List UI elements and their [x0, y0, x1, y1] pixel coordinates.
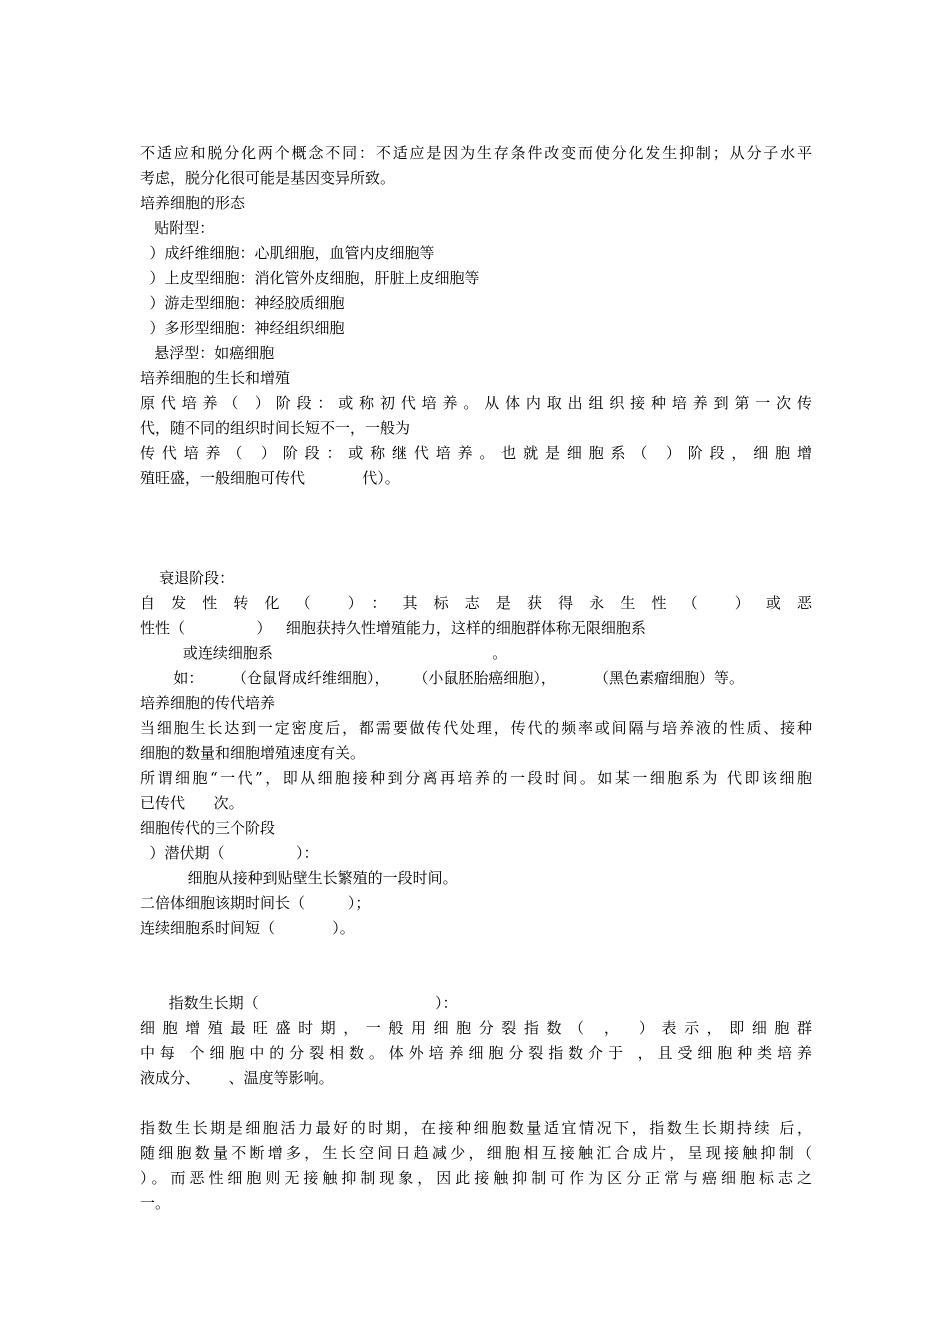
text-line: 如： （仓鼠肾成纤维细胞）， （小鼠胚胎癌细胞）， （黑色素瘤细胞）等。	[140, 669, 744, 687]
text-line: 一。	[140, 1194, 171, 1212]
section-heading: 细胞传代的三个阶段	[140, 819, 276, 837]
text-line: 悬浮型：如癌细胞	[140, 344, 275, 362]
text-line: 衰退阶段：	[140, 569, 235, 587]
text-line: 或连续细胞系 。	[140, 644, 508, 662]
text-line: 原代培养（ ）阶段：或称初代培养。从体内取出组织接种培养到第一次传	[140, 394, 812, 412]
list-item: ）上皮型细胞：消化管外皮细胞，肝脏上皮细胞等	[140, 269, 480, 287]
text-line: 代，随不同的组织时间长短不一，一般为	[140, 419, 411, 437]
text-line: 液成分、 、温度等影响。	[140, 1069, 334, 1087]
text-line: 连续细胞系时间短（ ）。	[140, 919, 355, 937]
text-line: 随细胞数量不断增多，生长空间日趋减少，细胞相互接触汇合成片，呈现接触抑制（	[140, 1144, 812, 1162]
section-heading: 培养细胞的传代培养	[140, 694, 276, 712]
text-line: 指数生长期（ ）：	[140, 994, 458, 1012]
section-heading: 培养细胞的生长和增殖	[140, 369, 291, 387]
text-line: 殖旺盛，一般细胞可传代 代）。	[140, 469, 400, 487]
text-line: 性性（ ） 细胞获持久性增殖能力，这样的细胞群体称无限细胞系	[140, 619, 646, 637]
list-item: ）多形型细胞：神经组织细胞	[140, 319, 345, 337]
section-heading: 培养细胞的形态	[140, 194, 246, 212]
text-line: 细胞的数量和细胞增殖速度有关。	[140, 744, 366, 762]
text-line: 二倍体细胞该期时间长（ ）；	[140, 894, 371, 912]
text-line: 细胞增殖最旺盛时期，一般用细胞分裂指数（ ， ）表示，即细胞群	[140, 1019, 812, 1037]
text-line: 贴附型：	[140, 219, 215, 237]
text-line: 不适应和脱分化两个概念不同：不适应是因为生存条件改变而使分化发生抑制；从分子水平	[140, 144, 812, 162]
text-line: 传代培养（ ）阶段：或称继代培养。也就是细胞系（ ）阶段，细胞增	[140, 444, 812, 462]
text-line: ）。而恶性细胞则无接触抑制现象，因此接触抑制可作为区分正常与癌细胞标志之	[140, 1169, 812, 1187]
list-item: ）游走型细胞：神经胶质细胞	[140, 294, 345, 312]
text-line: 中每 个细胞中的分裂相数。体外培养细胞分裂指数介于 ，且受细胞种类培养	[140, 1044, 812, 1062]
text-line: 自发性转化（ ）：其标志是获得永生性（ ）或恶	[140, 594, 812, 612]
text-line: 当细胞生长达到一定密度后，都需要做传代处理，传代的频率或间隔与培养液的性质、接种	[140, 719, 812, 737]
list-item: ）潜伏期（ ）：	[140, 844, 319, 862]
text-line: 已传代 次。	[140, 794, 244, 812]
list-item: ）成纤维细胞：心肌细胞，血管内皮细胞等	[140, 244, 435, 262]
text-line: 细胞从接种到贴壁生长繁殖的一段时间。	[140, 869, 458, 887]
text-line: 所谓细胞“一代”，即从细胞接种到分离再培养的一段时间。如某一细胞系为 代即该细胞	[140, 769, 812, 787]
text-line: 指数生长期是细胞活力最好的时期，在接种细胞数量适宜情况下，指数生长期持续 后，	[140, 1119, 812, 1137]
text-line: 考虑，脱分化很可能是基因变异所致。	[140, 169, 396, 187]
